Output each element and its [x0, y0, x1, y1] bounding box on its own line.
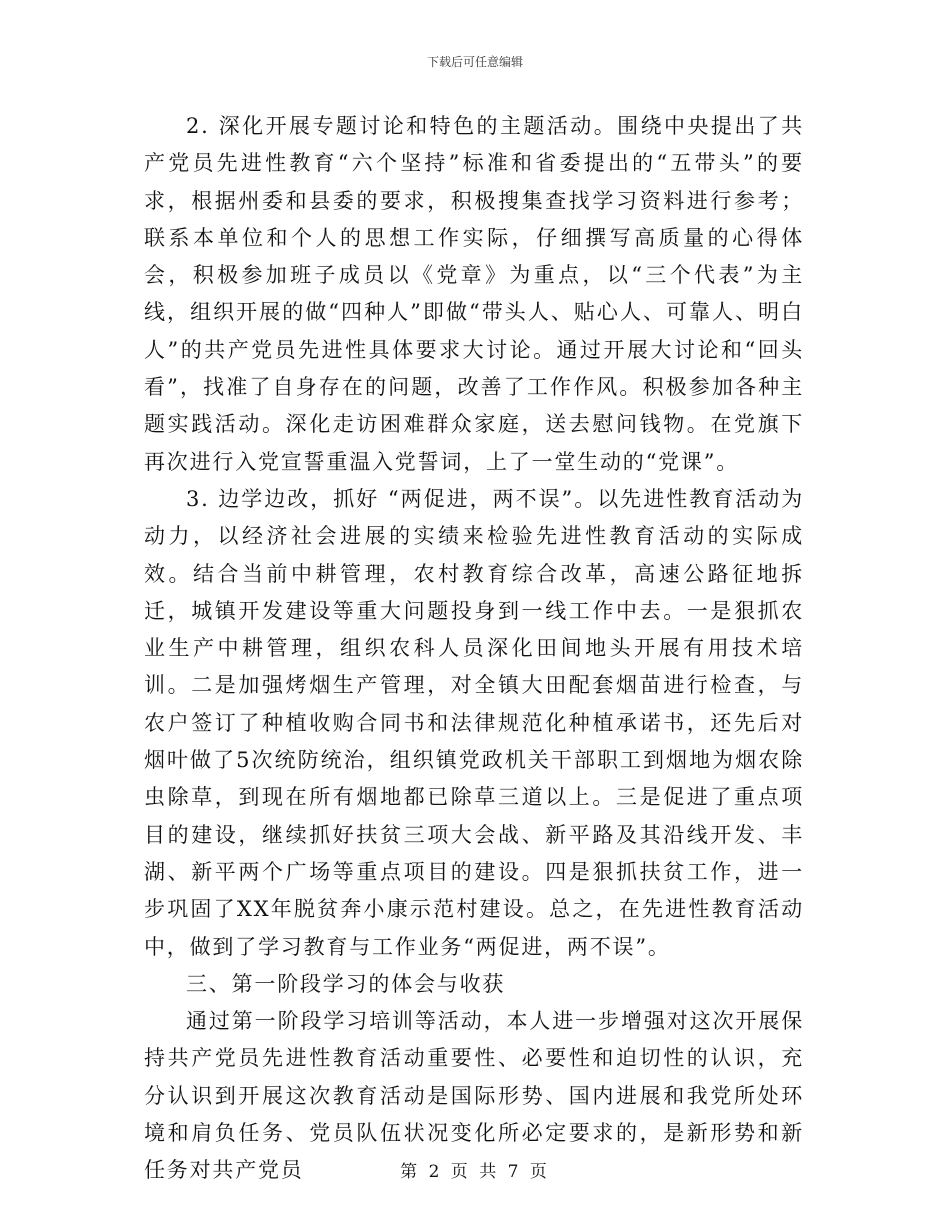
paragraph-item-3: 3. 边学边改，抓好 “两促进，两不误”。以先进性教育活动为动力，以经济社会进展的实绩来检验先进性教育活动的实际成效。结合当前中耕管理，农村教育综合改革，高速公路征地拆迁，城镇开发建设等重大问题投身到一线工作中去。一是狠抓农业生产中耕管理，组织农科人员深化田间地头开展有用技术培训。二是加强烤烟生产管理，对全镇大田配套烟苗进行检查，与农户签订了种植收购合同书和法律规范化种植承诺书，还先后对烟叶做了5次统防统治，组织镇党政机关干部职工到烟地为烟农除虫除草，到现在所有烟地都已除草三道以上。三是促进了重点项目的建设，继续抓好扶贫三项大会战、新平路及其沿线开发、丰湖、新平两个广场等重点项目的建设。四是狠抓扶贫工作，进一步巩固了XX年脱贫奔小康示范村建设。总之，在先进性教育活动中，做到了学习教育与工作业务“两促进，两不误”。 — [144, 486, 804, 959]
page-header: 下载后可任意编辑 — [426, 55, 523, 69]
document-body — [144, 108, 804, 1190]
section-heading: 三、第一阶段学习的体会与收获 — [186, 971, 506, 996]
paragraph-item-2: 2. 深化开展专题讨论和特色的主题活动。围绕中央提出了共产党员先进性教育“六个坚持”标准和省委提出的“五带头”的要求，根据州委和县委的要求，积极搜集查找学习资料进行参考；联系本单位和个人的思想工作实际，仔细撰写高质量的心得体会，积极参加班子成员以《党章》为重点，以“三个代表”为主线，组织开展的做“四种人”即做“带头人、贴心人、可靠人、明白人”的共产党员先进性具体要求大讨论。通过开展大讨论和“回头看”，找准了自身存在的问题，改善了工作作风。积极参加各种主题实践活动。深化走访困难群众家庭，送去慰问钱物。在党旗下再次进行入党宣誓重温入党誓词，上了一堂生动的“党课”。 — [144, 114, 804, 474]
page-number-footer: 第 2 页 共 7 页 — [400, 1162, 550, 1182]
closing-paragraph: 通过第一阶段学习培训等活动，本人进一步增强对这次开展保持共产党员先进性教育活动重要性、必要性和迫切性的认识，充分认识到开展这次教育活动是国际形势、国内进展和我党所处环境和肩负任务、党员队伍状况变化所必定要求的，是新形势和新任务对共产党员 — [144, 1009, 804, 1183]
